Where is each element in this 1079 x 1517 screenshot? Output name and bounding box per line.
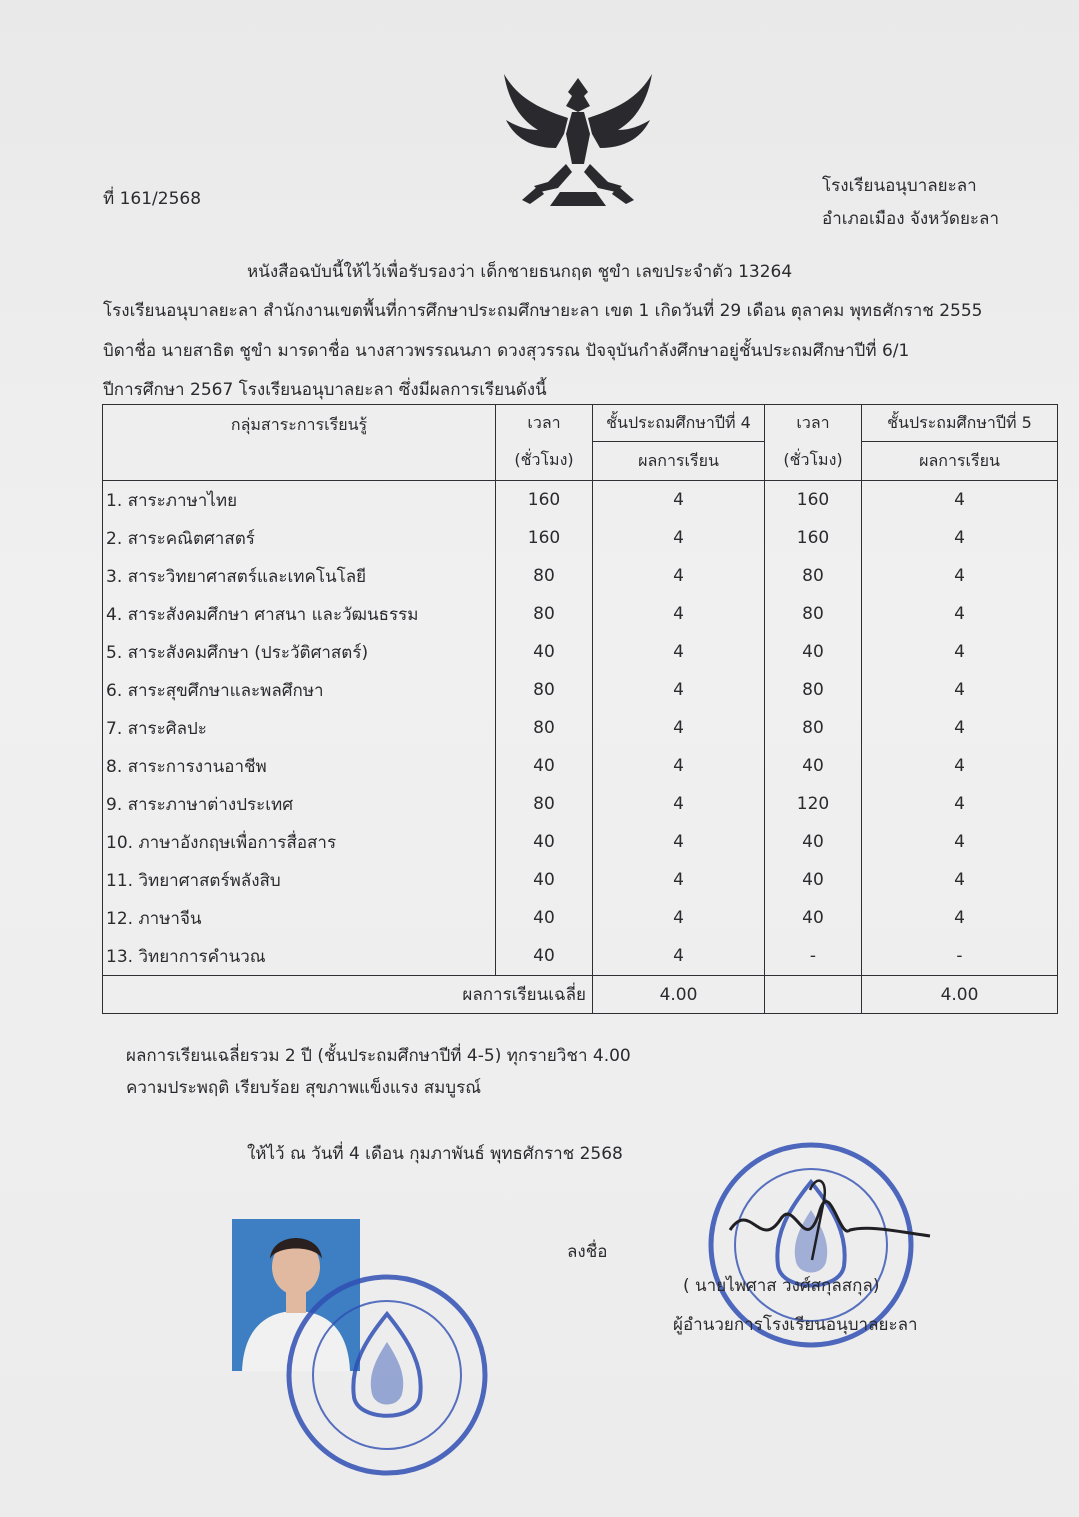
subject-cell: 5. สาระสังคมศึกษา (ประวัติศาสตร์)	[103, 633, 496, 671]
hours-grade4-cell: 80	[496, 595, 593, 633]
average-grade-5: 4.00	[862, 976, 1058, 1014]
average-empty-cell	[765, 976, 862, 1014]
sign-label: ลงชื่อ	[567, 1242, 608, 1262]
header-hours-4: เวลา	[496, 405, 593, 442]
signer-name: ( นายไพศาส วงศ์สกุลสกุล)	[683, 1276, 880, 1296]
subject-cell: 1. สาระภาษาไทย	[103, 481, 496, 520]
header-subject: กลุ่มสาระการเรียนรู้	[103, 405, 496, 481]
result-grade5-cell: 4	[862, 595, 1058, 633]
result-grade4-cell: 4	[593, 937, 765, 976]
hours-grade4-cell: 80	[496, 709, 593, 747]
header-hours-5-unit: (ชั่วโมง)	[765, 442, 862, 481]
table-row	[103, 861, 1058, 899]
result-grade5-cell: 4	[862, 823, 1058, 861]
hours-grade5-cell: 160	[765, 481, 862, 520]
table-row	[103, 519, 1058, 557]
result-grade4-cell: 4	[593, 861, 765, 899]
result-grade5-cell: 4	[862, 785, 1058, 823]
garuda-emblem	[498, 68, 658, 218]
header-result-4: ผลการเรียน	[593, 442, 765, 481]
result-grade4-cell: 4	[593, 785, 765, 823]
hours-grade5-cell: 80	[765, 557, 862, 595]
result-grade5-cell: 4	[862, 633, 1058, 671]
result-grade4-cell: 4	[593, 519, 765, 557]
hours-grade5-cell: 40	[765, 633, 862, 671]
hours-grade5-cell: 40	[765, 747, 862, 785]
result-grade5-cell: 4	[862, 481, 1058, 520]
subject-cell: 11. วิทยาศาสตร์พลังสิบ	[103, 861, 496, 899]
hours-grade4-cell: 160	[496, 481, 593, 520]
result-grade4-cell: 4	[593, 557, 765, 595]
header-grade-4: ชั้นประถมศึกษาปีที่ 4	[593, 405, 765, 442]
subject-cell: 8. สาระการงานอาชีพ	[103, 747, 496, 785]
school-seal-stamp-left	[284, 1272, 490, 1478]
table-row	[103, 785, 1058, 823]
result-grade5-cell: 4	[862, 899, 1058, 937]
result-grade5-cell: 4	[862, 861, 1058, 899]
subject-cell: 10. ภาษาอังกฤษเพื่อการสื่อสาร	[103, 823, 496, 861]
result-grade4-cell: 4	[593, 595, 765, 633]
school-district: อำเภอเมือง จังหวัดยะลา	[822, 209, 1000, 229]
certify-line-2: โรงเรียนอนุบาลยะลา สำนักงานเขตพื้นที่การศึกษาประถมศึกษายะลา เขต 1 เกิดวันที่ 29 เดือน ตุลาคม พุทธศักราช 2555	[103, 301, 983, 321]
header-grade-5: ชั้นประถมศึกษาปีที่ 5	[862, 405, 1058, 442]
result-grade4-cell: 4	[593, 481, 765, 520]
hours-grade5-cell: 80	[765, 709, 862, 747]
table-row	[103, 747, 1058, 785]
table-row	[103, 899, 1058, 937]
certify-line-1: หนังสือฉบับนี้ให้ไว้เพื่อรับรองว่า เด็กชายธนกฤต ชูขำ เลขประจำตัว 13264	[247, 262, 793, 282]
table-row	[103, 595, 1058, 633]
result-grade4-cell: 4	[593, 671, 765, 709]
table-row	[103, 633, 1058, 671]
hours-grade4-cell: 40	[496, 899, 593, 937]
director-signature	[720, 1170, 940, 1280]
summary-conduct: ความประพฤติ เรียบร้อย สุขภาพแข็งแรง สมบูรณ์	[126, 1078, 481, 1098]
hours-grade4-cell: 160	[496, 519, 593, 557]
subject-cell: 12. ภาษาจีน	[103, 899, 496, 937]
hours-grade4-cell: 40	[496, 937, 593, 976]
result-grade5-cell: 4	[862, 747, 1058, 785]
table-row	[103, 709, 1058, 747]
result-grade4-cell: 4	[593, 823, 765, 861]
subject-cell: 6. สาระสุขศึกษาและพลศึกษา	[103, 671, 496, 709]
header-hours-5: เวลา	[765, 405, 862, 442]
header-hours-4-unit: (ชั่วโมง)	[496, 442, 593, 481]
hours-grade4-cell: 40	[496, 633, 593, 671]
average-grade-4: 4.00	[593, 976, 765, 1014]
result-grade4-cell: 4	[593, 747, 765, 785]
signer-title: ผู้อำนวยการโรงเรียนอนุบาลยะลา	[673, 1315, 918, 1335]
table-row	[103, 823, 1058, 861]
result-grade4-cell: 4	[593, 899, 765, 937]
hours-grade5-cell: 40	[765, 861, 862, 899]
issue-date: ให้ไว้ ณ วันที่ 4 เดือน กุมภาพันธ์ พุทธศักราช 2568	[247, 1144, 623, 1164]
hours-grade4-cell: 40	[496, 823, 593, 861]
result-grade5-cell: 4	[862, 519, 1058, 557]
header-result-5: ผลการเรียน	[862, 442, 1058, 481]
result-grade5-cell: -	[862, 937, 1058, 976]
result-grade4-cell: 4	[593, 709, 765, 747]
hours-grade4-cell: 40	[496, 861, 593, 899]
result-grade4-cell: 4	[593, 633, 765, 671]
hours-grade5-cell: 80	[765, 671, 862, 709]
table-row	[103, 557, 1058, 595]
hours-grade5-cell: -	[765, 937, 862, 976]
hours-grade5-cell: 80	[765, 595, 862, 633]
certify-line-4: ปีการศึกษา 2567 โรงเรียนอนุบาลยะลา ซึ่งมีผลการเรียนดังนี้	[103, 380, 547, 400]
subject-cell: 7. สาระศิลปะ	[103, 709, 496, 747]
document-number: ที่ 161/2568	[103, 189, 202, 209]
hours-grade4-cell: 80	[496, 671, 593, 709]
subject-cell: 4. สาระสังคมศึกษา ศาสนา และวัฒนธรรม	[103, 595, 496, 633]
school-name: โรงเรียนอนุบาลยะลา	[822, 176, 977, 196]
table-row	[103, 671, 1058, 709]
subject-cell: 9. สาระภาษาต่างประเทศ	[103, 785, 496, 823]
average-label: ผลการเรียนเฉลี่ย	[103, 976, 593, 1014]
hours-grade4-cell: 40	[496, 747, 593, 785]
result-grade5-cell: 4	[862, 709, 1058, 747]
hours-grade5-cell: 40	[765, 823, 862, 861]
hours-grade5-cell: 40	[765, 899, 862, 937]
subject-cell: 3. สาระวิทยาศาสตร์และเทคโนโลยี	[103, 557, 496, 595]
summary-average: ผลการเรียนเฉลี่ยรวม 2 ปี (ชั้นประถมศึกษาปีที่ 4-5) ทุกรายวิชา 4.00	[126, 1046, 631, 1066]
subject-cell: 2. สาระคณิตศาสตร์	[103, 519, 496, 557]
subject-cell: 13. วิทยาการคำนวณ	[103, 937, 496, 976]
hours-grade5-cell: 160	[765, 519, 862, 557]
result-grade5-cell: 4	[862, 557, 1058, 595]
grades-table	[102, 404, 1057, 1010]
table-row	[103, 481, 1058, 520]
hours-grade4-cell: 80	[496, 557, 593, 595]
hours-grade4-cell: 80	[496, 785, 593, 823]
hours-grade5-cell: 120	[765, 785, 862, 823]
table-row	[103, 937, 1058, 976]
certify-line-3: บิดาชื่อ นายสาธิต ชูขำ มารดาชื่อ นางสาวพรรณนภา ดวงสุวรรณ ปัจจุบันกำลังศึกษาอยู่ชั้นประถมศึกษาปีที่ 6/1	[103, 341, 910, 361]
result-grade5-cell: 4	[862, 671, 1058, 709]
